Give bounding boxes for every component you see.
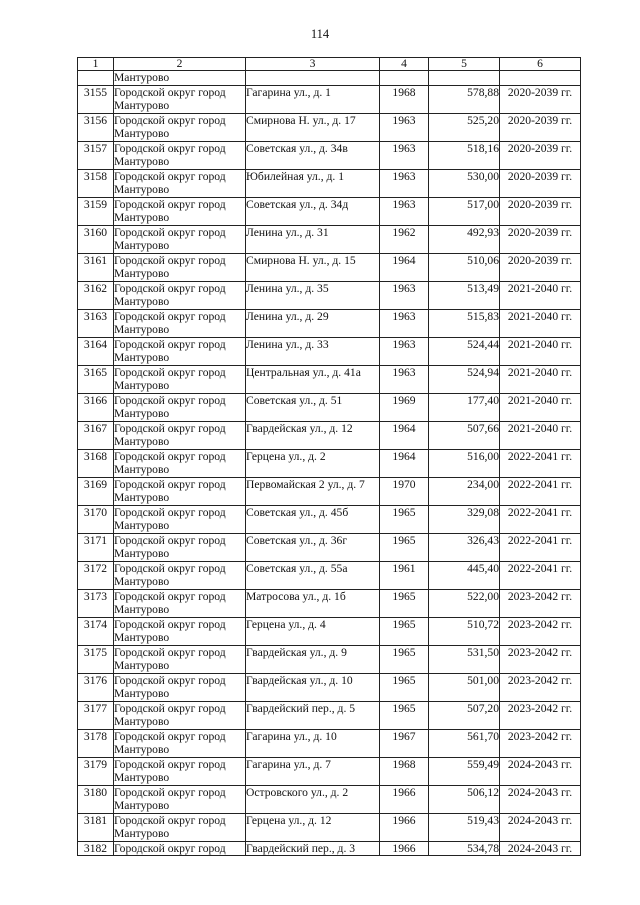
table-row [78,505,581,533]
year-built-cell: 1963 [380,197,429,225]
municipality-line-2: Мантурово [114,715,170,728]
year-built-cell: 1963 [380,281,429,309]
year-built-cell: 1968 [380,85,429,113]
table-row [78,309,581,337]
area-cell: 329,08 [429,505,500,533]
area-cell: 510,06 [429,253,500,281]
municipality-line-1: Городской округ город [114,393,226,407]
repair-period-cell: 2020-2039 гг. [500,113,581,141]
row-number: 3172 [78,561,114,589]
area-cell: 507,20 [429,701,500,729]
municipality-line-2: Мантурово [114,379,170,392]
municipality-line-2: Мантурово [114,799,170,812]
address-cell: Гагарина ул., д. 7 [246,757,380,785]
row-number: 3178 [78,729,114,757]
municipality-cell [114,813,246,841]
table-header-row [78,58,581,71]
municipality-line-2: Мантурово [114,463,170,476]
municipality-line-2: Мантурово [114,603,170,616]
table-row [78,617,581,645]
row-number: 3158 [78,169,114,197]
year-built-cell: 1969 [380,393,429,421]
column-header-3: 3 [246,58,380,71]
municipality-line-2: Мантурово [114,267,170,280]
continuation-row [78,71,581,86]
address-cell: Гвардейская ул., д. 10 [246,673,380,701]
area-cell: 177,40 [429,393,500,421]
row-number: 3175 [78,645,114,673]
area-cell: 510,72 [429,617,500,645]
municipality-cell: Городской округ город [114,841,246,856]
row-number: 3173 [78,589,114,617]
column-header-4: 4 [380,58,429,71]
municipality-line-1: Городской округ город [114,309,226,323]
municipality-cell [114,421,246,449]
municipality-line-2: Мантурово [114,407,170,420]
municipality-line-2: Мантурово [114,155,170,168]
column-header-1: 1 [78,58,114,71]
municipality-line-2: Мантурово [114,295,170,308]
area-cell: 234,00 [429,477,500,505]
row-number: 3164 [78,337,114,365]
table-row [78,449,581,477]
municipality-line-1: Городской округ город [114,421,226,435]
municipality-cell [114,197,246,225]
continuation-num-cell [78,71,114,86]
repair-period-cell: 2023-2042 гг. [500,617,581,645]
municipality-cell [114,617,246,645]
table-row [78,337,581,365]
repair-period-cell: 2020-2039 гг. [500,141,581,169]
row-number: 3169 [78,477,114,505]
municipality-line-2: Мантурово [114,631,170,644]
year-built-cell: 1963 [380,169,429,197]
area-cell: 578,88 [429,85,500,113]
area-cell: 513,49 [429,281,500,309]
municipality-line-1: Городской округ город [114,225,226,239]
continuation-year-cell [380,71,429,86]
year-built-cell: 1965 [380,701,429,729]
row-number: 3181 [78,813,114,841]
municipality-line-1: Городской округ город [114,617,226,631]
area-cell: 445,40 [429,561,500,589]
address-cell: Герцена ул., д. 4 [246,617,380,645]
year-built-cell: 1961 [380,561,429,589]
area-cell: 530,00 [429,169,500,197]
municipality-line-2: Мантурово [114,183,170,196]
municipality-cell [114,505,246,533]
area-cell: 519,43 [429,813,500,841]
area-cell: 326,43 [429,533,500,561]
address-cell: Герцена ул., д. 2 [246,449,380,477]
continuation-location-cell: Мантурово [114,71,246,86]
repair-period-cell: 2024-2043 гг. [500,785,581,813]
year-built-cell: 1962 [380,225,429,253]
table-row [78,141,581,169]
year-built-cell: 1966 [380,813,429,841]
municipality-line-1: Городской округ город [114,141,226,155]
municipality-line-1: Городской округ город [114,561,226,575]
row-number: 3167 [78,421,114,449]
address-cell: Советская ул., д. 55а [246,561,380,589]
row-number: 3168 [78,449,114,477]
year-built-cell: 1965 [380,533,429,561]
municipality-cell [114,225,246,253]
repair-period-cell: 2021-2040 гг. [500,421,581,449]
municipality-line-2: Мантурово [114,547,170,560]
area-cell: 531,50 [429,645,500,673]
municipality-line-2: Мантурово [114,435,170,448]
municipality-line-1: Городской округ город [114,645,226,659]
year-built-cell: 1963 [380,365,429,393]
municipality-line-2: Мантурово [114,659,170,672]
area-cell: 501,00 [429,673,500,701]
year-built-cell: 1963 [380,337,429,365]
repair-period-cell: 2022-2041 гг. [500,477,581,505]
year-built-cell: 1966 [380,841,429,856]
municipality-line-1: Городской округ город [114,365,226,379]
column-header-2: 2 [114,58,246,71]
year-built-cell: 1967 [380,729,429,757]
table-row [78,673,581,701]
address-cell: Гагарина ул., д. 10 [246,729,380,757]
year-built-cell: 1964 [380,421,429,449]
address-cell: Советская ул., д. 45б [246,505,380,533]
address-cell: Советская ул., д. 51 [246,393,380,421]
area-cell: 515,83 [429,309,500,337]
municipality-cell [114,141,246,169]
municipality-line-2: Мантурово [114,519,170,532]
repair-period-cell: 2023-2042 гг. [500,701,581,729]
area-cell: 525,20 [429,113,500,141]
repair-period-cell: 2023-2042 гг. [500,645,581,673]
table-row [78,225,581,253]
row-number: 3182 [78,841,114,856]
municipality-cell [114,785,246,813]
municipality-cell [114,561,246,589]
table-row [78,197,581,225]
area-cell: 559,49 [429,757,500,785]
row-number: 3159 [78,197,114,225]
repair-period-cell: 2022-2041 гг. [500,533,581,561]
address-cell: Ленина ул., д. 29 [246,309,380,337]
area-cell: 492,93 [429,225,500,253]
table-row [78,645,581,673]
area-cell: 534,78 [429,841,500,856]
year-built-cell: 1965 [380,617,429,645]
repair-period-cell: 2020-2039 гг. [500,169,581,197]
municipality-line-2: Мантурово [114,687,170,700]
row-number: 3160 [78,225,114,253]
repair-period-cell: 2021-2040 гг. [500,365,581,393]
municipality-line-2: Мантурово [114,127,170,140]
repair-period-cell: 2021-2040 гг. [500,337,581,365]
repair-period-cell: 2023-2042 гг. [500,589,581,617]
repair-period-cell: 2020-2039 гг. [500,197,581,225]
address-cell: Ленина ул., д. 35 [246,281,380,309]
repair-period-cell: 2020-2039 гг. [500,225,581,253]
address-cell: Гвардейский пер., д. 3 [246,841,380,856]
municipality-line-2: Мантурово [114,743,170,756]
table-row [78,561,581,589]
municipality-line-1: Городской округ город [114,785,226,799]
area-cell: 561,70 [429,729,500,757]
year-built-cell: 1964 [380,253,429,281]
table-row [78,841,581,856]
table-row [78,85,581,113]
municipality-cell [114,281,246,309]
municipality-line-2: Мантурово [114,771,170,784]
table-row [78,729,581,757]
municipality-line-2: Мантурово [114,491,170,504]
municipality-line-2: Мантурово [114,211,170,224]
repair-period-cell: 2023-2042 гг. [500,729,581,757]
table-row [78,365,581,393]
repair-period-cell: 2022-2041 гг. [500,449,581,477]
year-built-cell: 1965 [380,505,429,533]
table-row [78,169,581,197]
address-cell: Гвардейская ул., д. 9 [246,645,380,673]
municipality-cell [114,169,246,197]
continuation-address-cell [246,71,380,86]
year-built-cell: 1963 [380,141,429,169]
column-header-5: 5 [429,58,500,71]
year-built-cell: 1968 [380,757,429,785]
address-cell: Матросова ул., д. 1б [246,589,380,617]
table-row [78,757,581,785]
address-cell: Гагарина ул., д. 1 [246,85,380,113]
address-cell: Центральная ул., д. 41а [246,365,380,393]
municipality-cell [114,477,246,505]
continuation-area-cell [429,71,500,86]
municipality-cell [114,113,246,141]
year-built-cell: 1963 [380,113,429,141]
municipality-cell [114,85,246,113]
year-built-cell: 1964 [380,449,429,477]
row-number: 3155 [78,85,114,113]
municipality-cell [114,757,246,785]
row-number: 3161 [78,253,114,281]
area-cell: 507,66 [429,421,500,449]
row-number: 3174 [78,617,114,645]
address-cell: Советская ул., д. 36г [246,533,380,561]
municipality-line-1: Городской округ город [114,169,226,183]
municipality-line-1: Городской округ город [114,701,226,715]
row-number: 3180 [78,785,114,813]
row-number: 3177 [78,701,114,729]
municipality-line-2: Мантурово [114,239,170,252]
municipality-cell [114,589,246,617]
repair-period-cell: 2022-2041 гг. [500,505,581,533]
municipality-cell [114,673,246,701]
address-cell: Первомайская 2 ул., д. 7 [246,477,380,505]
municipality-cell [114,701,246,729]
repair-period-cell: 2020-2039 гг. [500,85,581,113]
year-built-cell: 1965 [380,645,429,673]
row-number: 3162 [78,281,114,309]
address-cell: Герцена ул., д. 12 [246,813,380,841]
municipality-line-1: Городской округ город [114,589,226,603]
row-number: 3157 [78,141,114,169]
municipality-cell [114,253,246,281]
area-cell: 506,12 [429,785,500,813]
repair-period-cell: 2021-2040 гг. [500,309,581,337]
row-number: 3176 [78,673,114,701]
row-number: 3156 [78,113,114,141]
repair-period-cell: 2024-2043 гг. [500,813,581,841]
year-built-cell: 1965 [380,673,429,701]
municipality-line-1: Городской округ город [114,477,226,491]
municipality-cell [114,393,246,421]
repair-period-cell: 2024-2043 гг. [500,841,581,856]
municipality-line-2: Мантурово [114,575,170,588]
municipality-line-1: Городской округ город [114,281,226,295]
page-number: 114 [310,27,330,41]
municipality-cell [114,449,246,477]
year-built-cell: 1970 [380,477,429,505]
row-number: 3163 [78,309,114,337]
table-row [78,253,581,281]
address-cell: Советская ул., д. 34д [246,197,380,225]
address-cell: Юбилейная ул., д. 1 [246,169,380,197]
row-number: 3165 [78,365,114,393]
table-row [78,421,581,449]
municipality-line-1: Городской округ город [114,757,226,771]
table-row [78,813,581,841]
municipality-line-1: Городской округ город [114,85,226,99]
municipality-line-1: Городской округ город [114,113,226,127]
municipality-line-1: Городской округ город [114,813,226,827]
municipality-line-1: Городской округ город [114,449,226,463]
municipality-line-2: Мантурово [114,827,170,840]
address-cell: Ленина ул., д. 31 [246,225,380,253]
municipality-cell [114,337,246,365]
municipality-line-2: Мантурово [114,351,170,364]
municipality-line-1: Городской округ город [114,729,226,743]
housing-registry-table [77,57,581,856]
municipality-line-1: Городской округ город [114,533,226,547]
address-cell: Островского ул., д. 2 [246,785,380,813]
area-cell: 524,94 [429,365,500,393]
area-cell: 518,16 [429,141,500,169]
table-row [78,533,581,561]
municipality-line-1: Городской округ город [114,253,226,267]
row-number: 3171 [78,533,114,561]
table-row [78,393,581,421]
municipality-cell [114,729,246,757]
municipality-cell [114,533,246,561]
municipality-line-2: Мантурово [114,99,170,112]
repair-period-cell: 2021-2040 гг. [500,393,581,421]
municipality-line-1: Городской округ город [114,673,226,687]
table-row [78,113,581,141]
municipality-line-1: Городской округ город [114,505,226,519]
address-cell: Советская ул., д. 34в [246,141,380,169]
municipality-line-1: Городской округ город [114,337,226,351]
municipality-cell [114,645,246,673]
repair-period-cell: 2023-2042 гг. [500,673,581,701]
row-number: 3170 [78,505,114,533]
municipality-cell [114,365,246,393]
table-row [78,701,581,729]
area-cell: 522,00 [429,589,500,617]
table-row [78,785,581,813]
year-built-cell: 1966 [380,785,429,813]
repair-period-cell: 2022-2041 гг. [500,561,581,589]
address-cell: Смирнова Н. ул., д. 17 [246,113,380,141]
table-row [78,281,581,309]
row-number: 3166 [78,393,114,421]
row-number: 3179 [78,757,114,785]
address-cell: Гвардейская ул., д. 12 [246,421,380,449]
repair-period-cell: 2021-2040 гг. [500,281,581,309]
address-cell: Гвардейский пер., д. 5 [246,701,380,729]
repair-period-cell: 2024-2043 гг. [500,757,581,785]
table-row [78,589,581,617]
municipality-line-1: Городской округ город [114,197,226,211]
area-cell: 524,44 [429,337,500,365]
area-cell: 517,00 [429,197,500,225]
repair-period-cell: 2020-2039 гг. [500,253,581,281]
year-built-cell: 1963 [380,309,429,337]
area-cell: 516,00 [429,449,500,477]
continuation-period-cell [500,71,581,86]
year-built-cell: 1965 [380,589,429,617]
address-cell: Смирнова Н. ул., д. 15 [246,253,380,281]
municipality-cell [114,309,246,337]
column-header-6: 6 [500,58,581,71]
municipality-line-2: Мантурово [114,323,170,336]
address-cell: Ленина ул., д. 33 [246,337,380,365]
table-row [78,477,581,505]
